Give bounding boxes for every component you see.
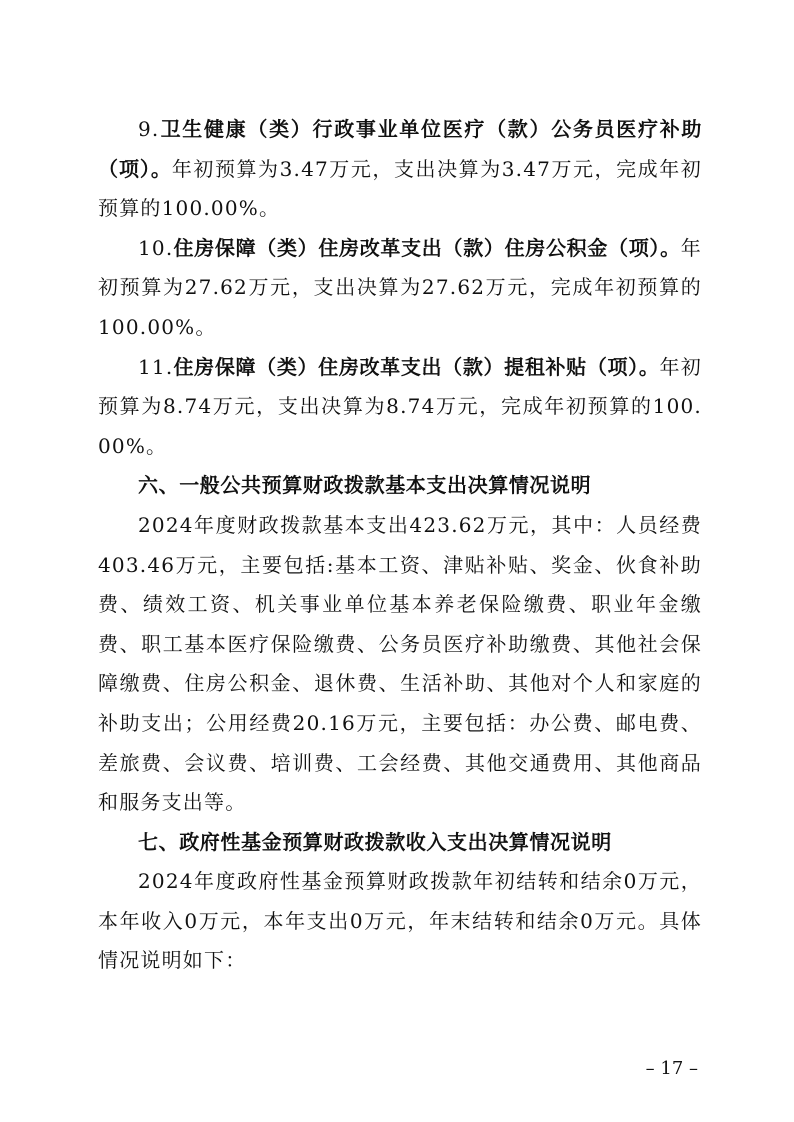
item-9-title: 卫生健康（类）行政事业单位医疗（款）公务员医疗补助（项）。 xyxy=(98,117,702,181)
item-11-text: 年初预算为8.74万元，支出决算为8.74万元，完成年初预算的100.00%。 xyxy=(98,354,702,458)
section-7-paragraph: 2024年度政府性基金预算财政拨款年初结转和结余0万元，本年收入0万元，本年支出0万元，年末结转和结余0万元。具体情况说明如下： xyxy=(98,869,702,973)
page-number: – 17 – xyxy=(645,1058,698,1079)
item-9-text: 年初预算为3.47万元，支出决算为3.47万元，完成年初预算的100.00%。 xyxy=(98,156,702,221)
item-10-number: 10. xyxy=(138,235,174,260)
item-9-number: 9. xyxy=(138,117,160,141)
item-10-title: 住房保障（类）住房改革支出（款）住房公积金（项）。 xyxy=(173,235,681,260)
section-6-paragraph: 2024年度财政拨款基本支出423.62万元，其中：人员经费403.46万元，主要包括:基本工资、津贴补贴、奖金、伙食补助费、绩效工资、机关事业单位基本养老保险缴费、职业年金缴费、职工基本医疗保险缴费、公务员医疗补助缴费、其他社会保障缴费、住房公积金、退休费、生活补助、其他对个人和家庭的补助支出；公用经费20.16万元，主要包括：办公费、邮电费、差旅费、会议费、培训费、工会经费、其他交通费用、其他商品和服务支出等。 xyxy=(98,512,702,815)
item-9-paragraph xyxy=(98,110,702,229)
document-body xyxy=(98,110,702,981)
item-11-number: 11. xyxy=(138,354,174,379)
section-6-heading: 六、一般公共预算财政拨款基本支出决算情况说明 xyxy=(138,473,592,498)
item-10-paragraph xyxy=(98,229,702,348)
item-10-text: 年初预算为27.62万元，支出决算为27.62万元，完成年初预算的100.00%。 xyxy=(98,235,702,339)
section-7-heading: 七、政府性基金预算财政拨款收入支出决算情况说明 xyxy=(138,829,612,854)
item-11-paragraph xyxy=(98,348,702,467)
item-11-title: 住房保障（类）住房改革支出（款）提租补贴（项）。 xyxy=(173,354,660,379)
